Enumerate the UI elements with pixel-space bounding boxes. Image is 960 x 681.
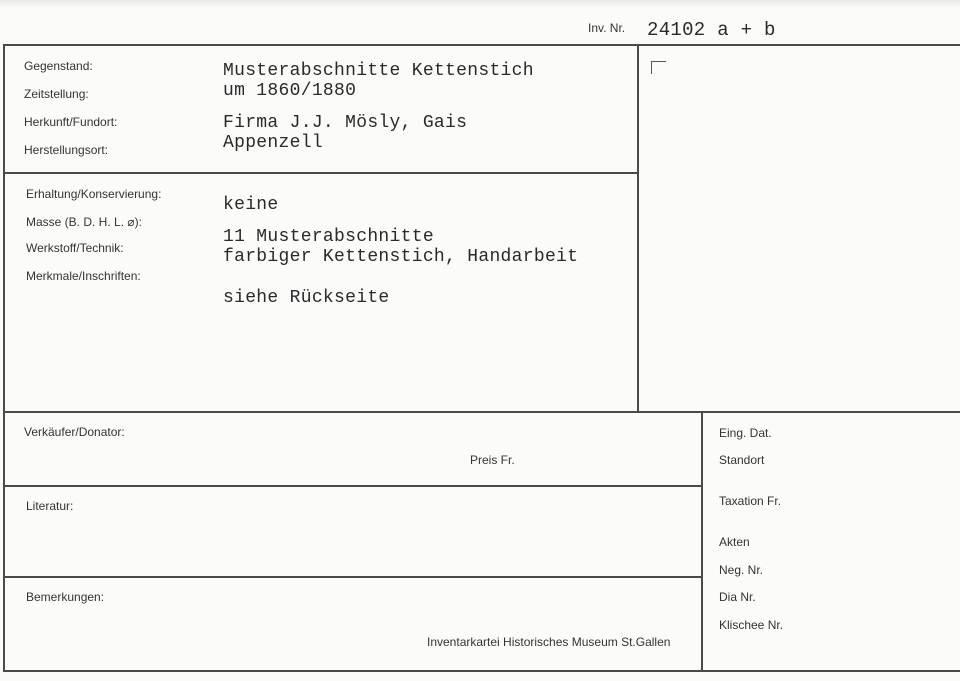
label-taxation: Taxation Fr.	[719, 494, 782, 508]
label-erhaltung: Erhaltung/Konservierung:	[26, 187, 162, 201]
label-bemerkungen: Bemerkungen:	[26, 590, 105, 604]
label-standort: Standort	[719, 453, 765, 467]
section1-rule	[3, 172, 637, 174]
value-werkstoff: farbiger Kettenstich, Handarbeit	[223, 247, 579, 267]
right-panel-rule	[637, 44, 639, 412]
card-top-edge	[0, 0, 960, 8]
value-merkmale: siehe Rückseite	[223, 288, 390, 308]
value-herkunft: Firma J.J. Mösly, Gais	[223, 113, 468, 133]
label-akten: Akten	[719, 535, 750, 549]
label-verkaeufer: Verkäufer/Donator:	[24, 425, 125, 439]
label-herstellungsort: Herstellungsort:	[24, 143, 109, 157]
label-gegenstand: Gegenstand:	[24, 59, 93, 73]
value-zeitstellung: um 1860/1880	[223, 81, 357, 101]
label-zeitstellung: Zeitstellung:	[24, 87, 89, 101]
label-preis: Preis Fr.	[470, 453, 515, 467]
label-merkmale: Merkmale/Inschriften:	[26, 269, 141, 283]
literatur-rule	[3, 576, 701, 578]
label-literatur: Literatur:	[26, 499, 74, 513]
label-klischee-nr: Klischee Nr.	[719, 618, 784, 632]
top-rule	[3, 44, 960, 46]
inv-nr-value: 24102 a + b	[647, 19, 776, 41]
corner-mark	[651, 61, 666, 74]
value-gegenstand: Musterabschnitte Kettenstich	[223, 61, 534, 81]
value-herstellungsort: Appenzell	[223, 133, 323, 153]
value-erhaltung: keine	[223, 195, 279, 215]
middle-rule	[3, 411, 960, 413]
verkaeufer-rule	[3, 485, 701, 487]
label-neg-nr: Neg. Nr.	[719, 563, 764, 577]
value-masse: 11 Musterabschnitte	[223, 227, 434, 247]
label-eing-dat: Eing. Dat.	[719, 426, 772, 440]
label-masse: Masse (B. D. H. L. ⌀):	[26, 215, 142, 229]
inv-nr-label: Inv. Nr.	[588, 21, 626, 35]
label-herkunft: Herkunft/Fundort:	[24, 115, 118, 129]
right-column-rule	[701, 411, 703, 671]
label-werkstoff: Werkstoff/Technik:	[26, 241, 124, 255]
bottom-rule	[3, 670, 960, 672]
footer-institution: Inventarkartei Historisches Museum St.Gallen	[427, 635, 671, 649]
label-dia-nr: Dia Nr.	[719, 590, 756, 604]
